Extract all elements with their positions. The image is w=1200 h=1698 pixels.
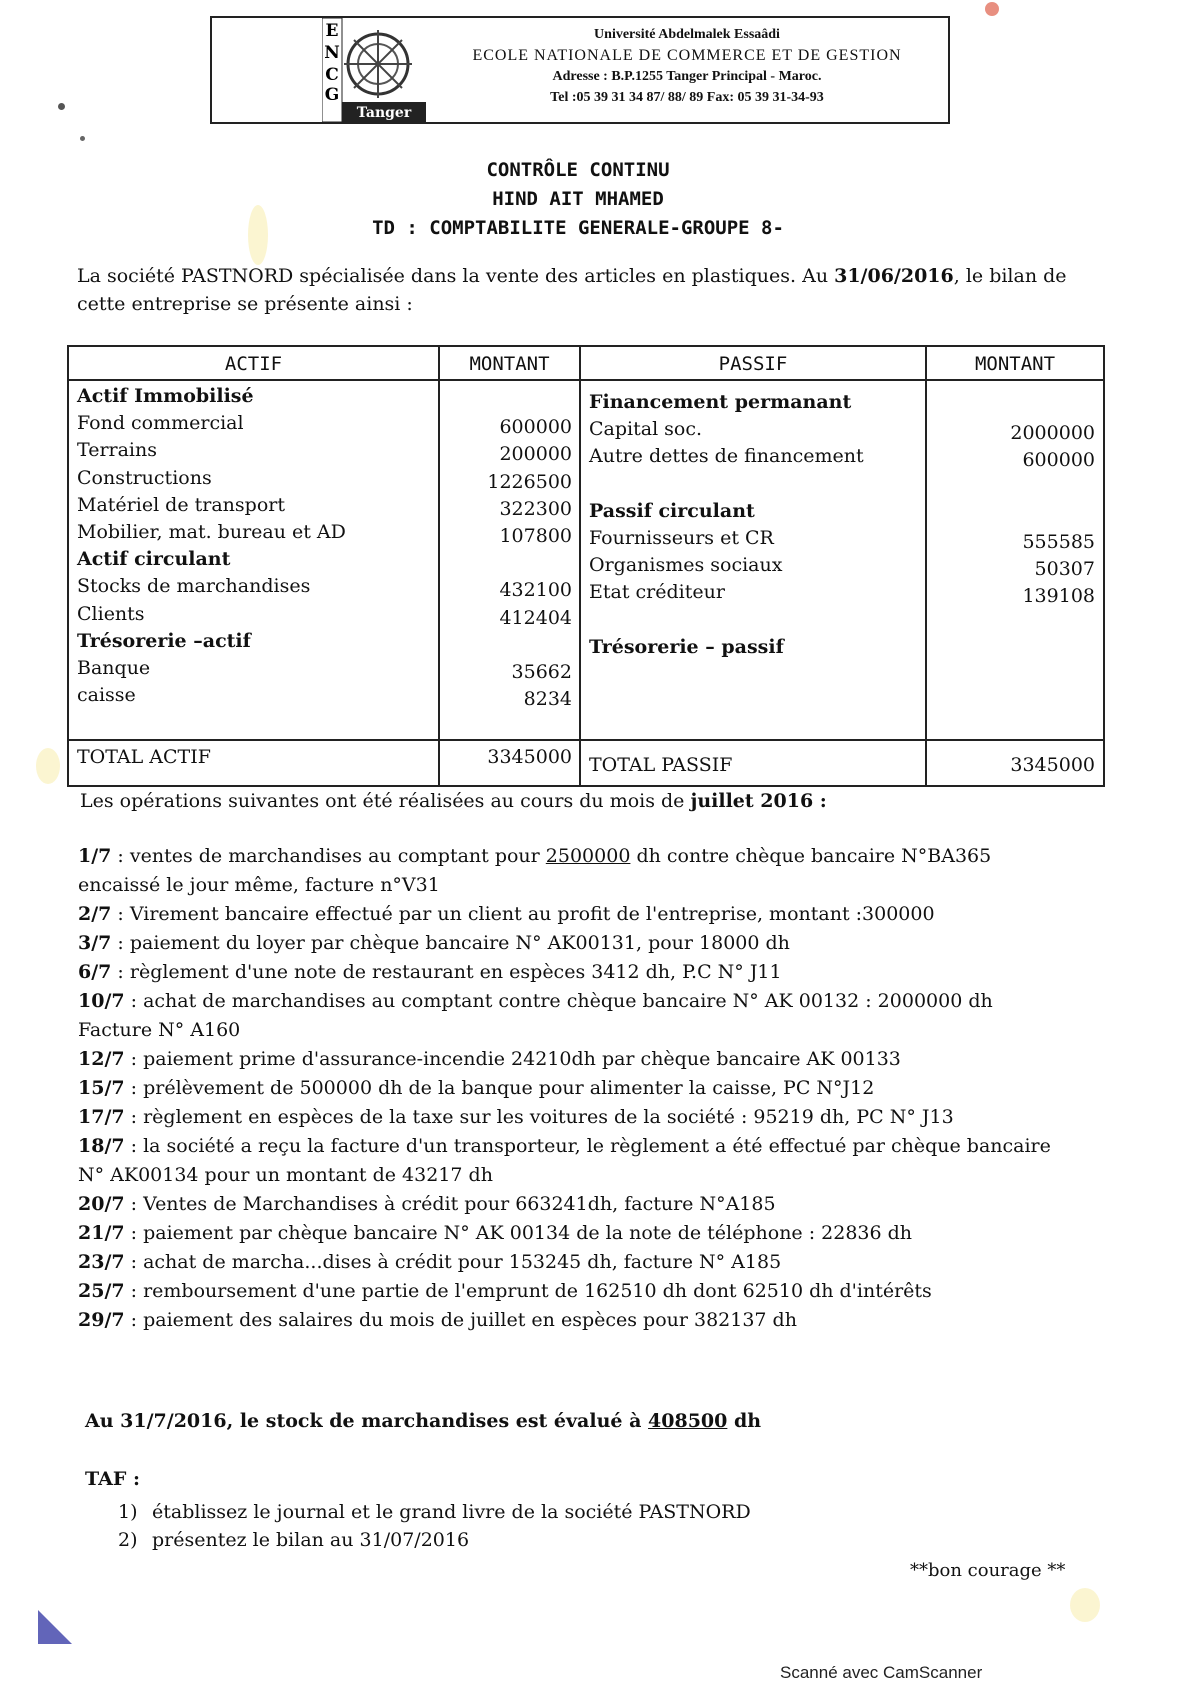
operation-item <box>78 1132 1098 1161</box>
montant-header: MONTANT <box>974 353 1056 375</box>
scan-speck <box>58 103 65 110</box>
operation-item <box>78 1248 1098 1277</box>
operation-continuation: N° AK00134 pour un montant de 43217 dh <box>78 1164 493 1186</box>
university-name: Université Abdelmalek Essaâdi <box>594 27 780 42</box>
operation-date: 20/7 <box>78 1193 125 1215</box>
operation-text: : ventes de marchandises au comptant pour <box>111 845 546 867</box>
actif-row-amount: 8234 <box>523 688 572 711</box>
taf-item-text: établissez le journal et le grand livre de la société PASTNORD <box>152 1501 751 1523</box>
actif-row-amount: 600000 <box>499 416 572 439</box>
logo-letter: N <box>324 43 340 63</box>
operation-item <box>78 1045 1098 1074</box>
operation-date: 29/7 <box>78 1309 125 1331</box>
taf-item-text: présentez le bilan au 31/07/2016 <box>152 1529 470 1551</box>
operation-item <box>78 987 1098 1016</box>
course-line: TD : COMPTABILITE GENERALE-GROUPE 8- <box>372 217 784 239</box>
operation-text: : Ventes de Marchandises à crédit pour 663241dh, facture N°A185 <box>124 1193 776 1215</box>
passif-row-amount: 555585 <box>1022 531 1095 553</box>
operation-text: : règlement d'une note de restaurant en espèces 3412 dh, P.C N° J11 <box>111 961 782 983</box>
operation-date: 12/7 <box>78 1048 125 1070</box>
operation-text: : règlement en espèces de la taxe sur les voitures de la société : 95219 dh, PC N° J13 <box>124 1106 954 1128</box>
operation-item <box>78 1190 1098 1219</box>
operation-date: 18/7 <box>78 1135 125 1157</box>
taf-label: TAF : <box>85 1468 140 1490</box>
passif-row-label: Etat créditeur <box>589 581 725 604</box>
actif-row-label: Trésorerie –actif <box>77 629 251 652</box>
passif-row-label: Capital soc. <box>589 418 703 441</box>
operation-date: 23/7 <box>78 1251 125 1273</box>
operations-intro <box>80 787 827 815</box>
actif-row-amount: 1226500 <box>487 470 572 493</box>
actif-row-amount: 107800 <box>499 525 572 547</box>
operation-amount: 2500000 <box>545 845 631 867</box>
actif-row-label: Banque <box>77 657 151 679</box>
total-passif-label: TOTAL PASSIF <box>589 754 733 776</box>
scan-stain <box>36 748 60 784</box>
header-text <box>427 24 947 108</box>
operation-continuation: encaissé le jour même, facture n°V31 <box>78 874 440 896</box>
passif-row-amount: 50307 <box>1034 558 1095 581</box>
operation-date: 21/7 <box>78 1222 125 1244</box>
operation-text: : paiement prime d'assurance-incendie 24210dh par chèque bancaire AK 00133 <box>124 1048 901 1070</box>
operation-item <box>78 1219 1098 1248</box>
operation-text: : remboursement d'une partie de l'emprunt de 162510 dh dont 62510 dh d'intérêts <box>124 1280 932 1302</box>
operation-item <box>78 842 1098 871</box>
operations-month: juillet 2016 : <box>690 790 827 812</box>
intro-text-end: , le bilan de cette entreprise se présente ainsi : <box>77 265 1067 315</box>
stock-unit: dh <box>727 1410 762 1432</box>
operation-item <box>78 1074 1098 1103</box>
school-logo <box>322 18 426 122</box>
operation-text-rest: dh contre chèque bancaire N°BA365 <box>630 845 992 867</box>
operation-text: : Virement bancaire effectué par un client au profit de l'entreprise, montant :300000 <box>111 903 935 925</box>
passif-row-label: Passif circulant <box>589 499 755 522</box>
operation-date: 25/7 <box>78 1280 125 1302</box>
school-name: ECOLE NATIONALE DE COMMERCE ET DE GESTION <box>472 47 902 64</box>
actif-row-label: Matériel de transport <box>77 493 285 516</box>
operation-item <box>78 1103 1098 1132</box>
title-block <box>0 156 1200 243</box>
actif-row-label: Terrains <box>77 439 157 462</box>
actif-row-label: Clients <box>77 602 145 625</box>
logo-letter: E <box>325 21 339 41</box>
passif-row-label: Financement permanant <box>589 391 852 413</box>
scanner-footer: Scanné avec CamScanner <box>780 1663 983 1682</box>
total-actif-amount: 3345000 <box>487 746 572 768</box>
scan-corner-triangle <box>38 1610 72 1644</box>
actif-row-label: caisse <box>77 684 136 707</box>
actif-row-amount: 200000 <box>499 443 572 466</box>
logo-city: Tanger <box>356 105 412 121</box>
operation-item <box>78 958 1098 987</box>
operation-text: : paiement des salaires du mois de juillet en espèces pour 382137 dh <box>124 1309 797 1331</box>
passif-row-label: Fournisseurs et CR <box>589 527 774 549</box>
operation-date: 15/7 <box>78 1077 125 1099</box>
logo-letter: C <box>325 65 339 85</box>
actif-row-label: Mobilier, mat. bureau et AD <box>77 521 346 543</box>
operation-text: : paiement du loyer par chèque bancaire N° AK00131, pour 18000 dh <box>111 932 790 954</box>
passif-row-label: Organismes sociaux <box>589 554 783 577</box>
operation-date: 6/7 <box>78 961 112 983</box>
stock-text: Au 31/7/2016, le stock de marchandises est évalué à <box>85 1410 649 1432</box>
taf-item-number: 2) <box>118 1529 138 1551</box>
operation-text: : achat de marchandises au comptant contre chèque bancaire N° AK 00132 : 2000000 dh <box>124 990 993 1012</box>
operation-item <box>78 900 1098 929</box>
school-phone: Tel :05 39 31 34 87/ 88/ 89 Fax: 05 39 31-34-93 <box>550 90 824 105</box>
school-header <box>210 16 950 124</box>
operation-text: : achat de marcha...dises à crédit pour 153245 dh, facture N° A185 <box>124 1251 782 1273</box>
operation-text: : paiement par chèque bancaire N° AK 00134 de la note de téléphone : 22836 dh <box>124 1222 913 1244</box>
actif-row-label: Constructions <box>77 466 212 489</box>
operation-date: 17/7 <box>78 1106 125 1128</box>
actif-row-label: Actif circulant <box>77 548 231 571</box>
actif-header: ACTIF <box>224 353 283 375</box>
scan-speck <box>80 136 85 141</box>
actif-row-label: Actif Immobilisé <box>77 385 254 407</box>
montant-header: MONTANT <box>469 353 550 375</box>
passif-row-amount: 600000 <box>1022 449 1095 472</box>
passif-header: PASSIF <box>718 353 788 375</box>
passif-row-label: Trésorerie – passif <box>589 635 784 658</box>
operations-list <box>78 842 1098 1335</box>
operation-continuation: Facture N° A160 <box>78 1019 241 1041</box>
taf-item-number: 1) <box>118 1501 138 1523</box>
passif-row-amount: 139108 <box>1022 585 1095 608</box>
operation-date: 2/7 <box>78 903 112 925</box>
balance-sheet-table <box>67 345 1105 787</box>
operation-text: : la société a reçu la facture d'un transporteur, le règlement a été effectué par chèque bancaire <box>124 1135 1051 1157</box>
intro-date: 31/06/2016 <box>834 265 954 287</box>
operation-item <box>78 1306 1098 1335</box>
author-line: HIND AIT MHAMED <box>492 188 664 210</box>
total-actif-label: TOTAL ACTIF <box>77 746 211 768</box>
operations-intro-text: Les opérations suivantes ont été réalisées au cours du mois de <box>80 790 691 812</box>
total-passif-amount: 3345000 <box>1010 754 1095 776</box>
title-line: CONTRÔLE CONTINU <box>486 159 670 181</box>
scan-stain <box>1070 1588 1100 1622</box>
scan-speck <box>985 2 999 16</box>
operation-date: 10/7 <box>78 990 125 1012</box>
taf-list <box>118 1498 751 1554</box>
stock-statement <box>85 1410 761 1432</box>
stock-value: 408500 <box>648 1410 728 1432</box>
logo-letter: G <box>324 85 340 105</box>
passif-row-amount: 2000000 <box>1010 422 1095 445</box>
actif-row-amount: 412404 <box>499 606 572 629</box>
taf-item <box>118 1498 751 1526</box>
actif-row-label: Stocks de marchandises <box>77 575 311 598</box>
operation-date: 1/7 <box>78 845 112 867</box>
operation-date: 3/7 <box>78 932 112 954</box>
school-address: Adresse : B.P.1255 Tanger Principal - Maroc. <box>552 69 822 84</box>
operation-item <box>78 1277 1098 1306</box>
passif-row-label: Autre dettes de financement <box>589 445 864 468</box>
actif-row-amount: 432100 <box>499 579 572 602</box>
intro-paragraph <box>77 262 1097 318</box>
taf-item <box>118 1526 751 1554</box>
operation-item <box>78 929 1098 958</box>
actif-row-label: Fond commercial <box>77 412 244 435</box>
intro-text: La société PASTNORD spécialisée dans la vente des articles en plastiques. Au <box>77 265 835 287</box>
closing-note: **bon courage ** <box>910 1560 1066 1581</box>
actif-row-amount: 35662 <box>511 661 572 683</box>
actif-row-amount: 322300 <box>499 497 572 520</box>
operation-text: : prélèvement de 500000 dh de la banque pour alimenter la caisse, PC N°J12 <box>124 1077 875 1099</box>
